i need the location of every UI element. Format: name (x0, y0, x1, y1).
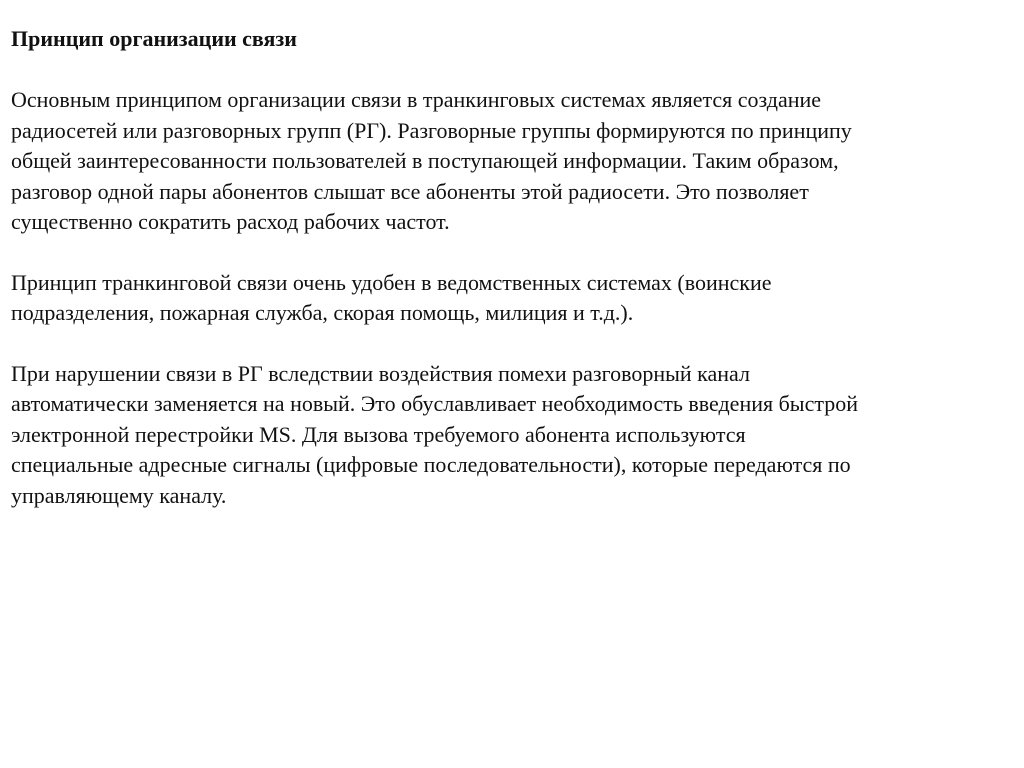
text-line: общей заинтересованности пользователей в поступающей информации. Таким образом, (11, 148, 839, 173)
paragraph-principle-intro (11, 85, 1011, 238)
text-line: подразделения, пожарная служба, скорая помощь, милиция и т.д.). (11, 300, 634, 325)
page-title: Принцип организации связи (11, 26, 297, 51)
document-page (11, 25, 1011, 511)
text-line: радиосетей или разговорных групп (РГ). Разговорные группы формируются по принципу (11, 117, 852, 143)
text-line: Принцип транкинговой связи очень удобен в ведомственных системах (воинские (11, 269, 772, 295)
text-line: специальные адресные сигналы (цифровые последовательности), которые передаются по (11, 452, 851, 477)
paragraph-trunking-usage (11, 268, 1011, 329)
text-line: разговор одной пары абонентов слышат все абоненты этой радиосети. Это позволяет (11, 178, 809, 204)
paragraph-channel-switching (11, 359, 1011, 512)
text-line: управляющему каналу. (11, 482, 227, 508)
text-line: При нарушении связи в РГ вследствии воздействия помехи разговорный канал (11, 360, 750, 386)
text-line: автоматически заменяется на новый. Это обуславливает необходимость введения быстрой (11, 391, 858, 416)
text-line: электронной перестройки MS. Для вызова требуемого абонента используются (11, 421, 746, 447)
text-line: существенно сократить расход рабочих частот. (11, 209, 450, 234)
text-line: Основным принципом организации связи в транкинговых системах является создание (11, 87, 822, 112)
